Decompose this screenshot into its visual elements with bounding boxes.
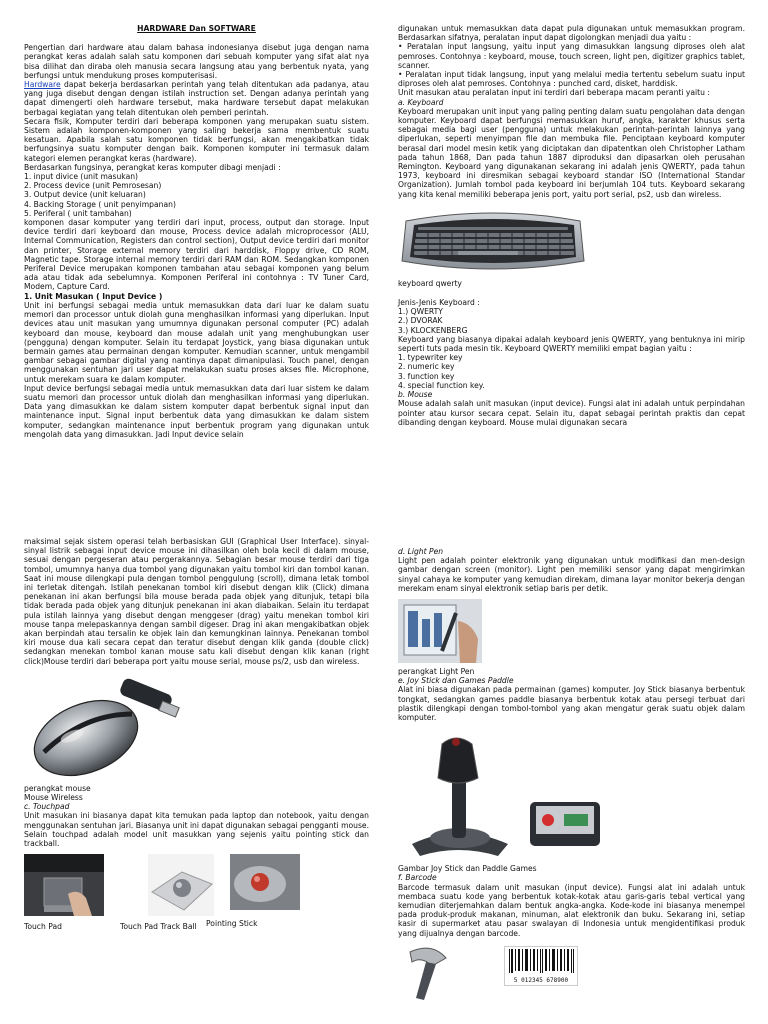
input-unit-paragraph: Unit ini berfungsi sebagai media untuk memasukkan data dari luar ke dalam suatu memori dan processor untuk diolah guna menghasilkan informasi yang diperlukan. Input devices atau unit masukan yang umumnya digunakan personal computer (PC) adalah keyboard dan mouse, keyboard dan mouse adalah unit yang menghubungkan user (pengguna) dengan komputer. Selain itu terdapat Joystick, yang biasa digunakan untuk bermain games atau permainan dengan komputer. Kemudian scanner, untuk mengambil gambar sebagai gambar digital yang nantinya dapat dimanipulasi. Touch panel, dengan menggunakan sentuhan jari user dapat melakukan suatu proses akses file. Microphone, untuk merekam suara ke dalam komputer.	[24, 300, 369, 384]
subheading-joystick: e. Joy Stick dan Games Paddle	[398, 676, 514, 686]
system-paragraph: Secara fisik, Komputer terdiri dari beberapa komponen yang merupakan suatu sistem. Sistem adalah komponen-komponen yang saling bekerja sama membentuk suatu kesatuan. Apabila salah satu komponen tidak berfungsi, akan mengakibatkan tidak berfungsinya suatu komputer dengan baik. Komponen komputer ini termasuk dalam kategori elemen perangkat keras (hardware).	[24, 116, 369, 163]
joystick-caption: Gambar Joy Stick dan Paddle Games	[398, 864, 537, 874]
pointing-stick-caption: Pointing Stick	[206, 919, 258, 929]
device-list-item: 3. Output device (unit keluaran)	[24, 190, 146, 200]
peripheral-intro: Unit masukan atau peralatan input ini terdiri dari beberapa macam peranti yaitu :	[398, 88, 710, 98]
function-intro: Berdasarkan fungsinya, perangkat keras komputer dibagi menjadi :	[24, 162, 281, 172]
barcode-number: 5 012345 678900	[513, 977, 569, 985]
barcode-scanner-icon	[402, 944, 458, 1002]
mouse-icon	[24, 674, 194, 780]
games-paddle-icon	[530, 802, 600, 846]
barcode-images-row	[398, 944, 745, 1000]
keyboard-image	[398, 207, 745, 275]
qwerty-part-item: 2. numeric key	[398, 362, 455, 372]
joystick-paragraph: Alat ini biasa digunakan pada permainan (games) komputer. Joy Stick biasanya berbentuk tongkat, sedangkan games paddle biasanya berbentuk kotak atau persegi terbuat dari plastik dilengkapi dengan tombol-tombol yang akan mengatur gerak suatu objek dalam komputer.	[398, 685, 745, 723]
trackball-caption: Touch Pad Track Ball	[120, 922, 197, 932]
keyboard-type-item: 3.) KLOCKENBERG	[398, 325, 468, 335]
device-list-item: 2. Process device (unit Pemrosesan)	[24, 181, 162, 191]
light-pen-icon	[398, 599, 482, 663]
hardware-link[interactable]: Hardware	[24, 80, 61, 90]
keyboard-paragraph: Keyboard merupakan unit input yang paling penting dalam suatu pengolahan data dengan komputer. Keyboard dapat berfungsi memasukkan huruf, angka, karakter khusus serta sebagai media bagi user (pengguna) untuk melakukan perintah-perintah lainnya yang diperlukan, seperti menyimpan file dan membuka file. Penciptaan keyboard komputer berasal dari model mesin ketik yang diciptakan dan dipatentkan oleh Christopher Latham pada tahun 1868, Dan pada tahun 1887 diproduksi dan dipasarkan oleh perusahan Remington. Keyboard yang digunakanan sekarang ini adalah jenis QWERTY, pada tahun 1973, keyboard ini diresmikan sebagai keyboard standar ISO (International Standar Organization). Jumlah tombol pada keyboard ini berjumlah 104 tuts. Keyboard sekarang yang kita kenal memiliki beberapa jenis port, yaitu port serial, ps2, usb dan wireless.	[398, 106, 745, 199]
touchpad-captions-row	[24, 919, 369, 942]
mouse-caption: perangkat mouse	[24, 783, 91, 793]
column-1	[24, 24, 369, 439]
barcode-paragraph: Barcode termasuk dalam unit masukan (input device). Fungsi alat ini adalah untuk membaca suatu kode yang berbentuk kotak-kotak atau garis-garis tebal vertical yang kemudian diterjemahkan dalam bentuk angka-angka. Kode-kode ini biasanya menempel pada produk-produk makanan, minuman, alat elektronik dan buku. Sekarang ini, setiap kasir di supermarket atau pasar swalayan di Indonesia untuk mengidentifikasi produk yang dijualnya dengan barcode.	[398, 882, 745, 938]
touchpad-paragraph: Unit masukan ini biasanya dapat kita temukan pada laptop dan notebook, yaitu dengan menggunakan sentuhan jari. Biasanya unit ini dapat digunakan sebagai pengganti mouse. Selain touchpad adalah model unit masukkan yang sejenis yaitu pointing stick dan trackball.	[24, 811, 369, 849]
qwerty-paragraph: Keyboard yang biasanya dipakai adalah keyboard jenis QWERTY, yang bentuknya ini mirip seperti tuts pada mesin tik. Keyboard QWERTY memiliki empat bagian yaitu :	[398, 334, 745, 354]
barcode-label	[504, 946, 578, 986]
light-pen-caption: perangkat Light Pen	[398, 667, 475, 677]
device-list-item: 4. Backing Storage ( unit penyimpanan)	[24, 199, 176, 209]
joystick-image	[398, 732, 745, 860]
qwerty-part-item: 4. special function key.	[398, 380, 485, 390]
device-list-item: 1. input divice (unit masukan)	[24, 172, 139, 182]
input-device-paragraph: Input device berfungsi sebagai media untuk memasukkan data dari luar sistem ke dalam suatu memori dan processor untuk diolah dan menghasilkan informasi yang diperlukan. Data yang dimasukkan ke dalam sistem komputer dapat berbentuk signal input dan maintenance input. Signal input berbentuk data yang dimasukkan ke dalam sistem komputer, sedangkan maintenance input berbentuk program yang digunakan untuk mengolah data yang dimasukkan. Jadi Input device selain	[24, 383, 369, 439]
keyboard-caption: keyboard qwerty	[398, 278, 462, 288]
hardware-paragraph-text: dapat bekerja berdasarkan perintah yang telah ditentukan ada padanya, atau yang juga disebut dengan dengan istilah instruction set. Dengan adanya perintah yang dapat dimengerti oleh hardware tersebut, maka hardware tersebut dapat melakukan berbagai kegiatan yang telah ditentukan oleh pemberi perintah.	[24, 80, 369, 117]
device-list-item: 5. Periferal ( unit tambahan)	[24, 208, 132, 218]
subheading-keyboard: a. Keyboard	[398, 97, 444, 107]
keyboard-icon	[398, 207, 588, 275]
keyboard-type-item: 2.) DVORAK	[398, 316, 443, 326]
subheading-mouse: b. Mouse	[398, 390, 433, 400]
subheading-barcode: f. Barcode	[398, 873, 437, 883]
pointing-stick-icon	[230, 854, 300, 910]
joystick-icon	[398, 732, 608, 860]
wireless-mouse-caption: Mouse Wireless	[24, 793, 83, 803]
section-heading-input-device: 1. Unit Masukan ( Input Device )	[24, 291, 163, 301]
intro-paragraph: Pengertian dari hardware atau dalam bahasa indonesianya disebut juga dengan nama perangkat keras adalah salah satu komponen dari sebuah komputer yang sifat alat nya bisa dilihat dan diraba oleh manusia secara langsung atau yang berbentuk nyata, yang berfungsi untuk mendukung proses komputerisasi.	[24, 43, 369, 80]
column-2	[398, 24, 745, 427]
page-title: HARDWARE Dan SOFTWARE	[137, 24, 256, 33]
touchpad-caption: Touch Pad	[24, 922, 62, 932]
trackball-icon	[148, 854, 214, 916]
qwerty-part-item: 1. typewriter key	[398, 353, 463, 363]
touchpad-icon	[24, 854, 104, 916]
keyboard-types-heading: Jenis-Jenis Keyboard :	[398, 298, 480, 308]
subheading-light-pen: d. Light Pen	[398, 547, 444, 556]
touchpad-images-row	[24, 854, 369, 918]
barcode-bars-icon	[505, 947, 577, 975]
subheading-touchpad: c. Touchpad	[24, 802, 70, 812]
hardware-paragraph	[24, 80, 369, 117]
input-program-paragraph: digunakan untuk memasukkan data dapat pula digunakan untuk memasukkan program. Berdasarkan sifatnya, peralatan input dapat digolongkan menjadi dua yaitu :	[398, 24, 745, 43]
mouse-detail-paragraph: maksimal sejak sistem operasi telah berbasiskan GUI (Graphical User Interface). sinyal-sinyal listrik sebagai input device mouse ini dihasilkan oleh bola kecil di dalam mouse, sesuai dengan pergeseran atau pergerakannya. Sebagian besar mouse terdiri dari tiga tombol, umumnya hanya dua tombol yang digunakan yaitu tombol kiri dan tombol kanan. Saat ini mouse dilengkapi pula dengan tombol penggulung (scroll), dimana letak tombol ini terletak ditengah. Istilah penekanan tombol kiri disebut dengan klik (Click) dimana penekanan ini akan berfungsi bila mouse berada pada objek yang ditunjuk, tetapi bila tidak berada pada objek yang ditunjuk penekanan ini akan diabaikan. Selain itu terdapat pula istilah lainnya yang disebut dengan menggeser (drag) yaitu menekan tombol kiri mouse tanpa melepaskannya dengan sambil digeser. Drag ini akan mengakibatkan objek akan berpindah atau tersalin ke objek lain dan kemungkinan lainnya. Penekanan tombol kiri mouse dua kali secara cepat dan teratur disebut dengan klik ganda (double click) sedangkan menekan tombol kanan mouse satu kali disebut dengan klik kanan (right click)Mouse terdiri dari beberapa port yaitu mouse serial, mouse ps/2, usb dan wireless.	[24, 537, 369, 666]
wireless-mouse-image	[24, 674, 369, 780]
column-4	[398, 547, 745, 1004]
keyboard-type-item: 1.) QWERTY	[398, 307, 443, 317]
column-3	[24, 537, 369, 942]
light-pen-paragraph: Light pen adalah pointer elektronik yang digunakan untuk modifikasi dan men-design gambar dengan screen (monitor). Light pen memiliki sensor yang dapat mengirimkan sinyal cahaya ke komputer yang kemudian direkam, dimana layar monitor bekerja dengan merekam enam sinyal elektronik setiap baris per detik.	[398, 556, 745, 593]
qwerty-part-item: 3. function key	[398, 371, 455, 381]
direct-input-bullet: • Peratalan input langsung, yaitu input yang dimasukkan langsung diproses oleh alat pemroses. Contohnya : keyboard, mouse, touch screen, light pen, digitizer graphics tablet, scanner.	[398, 42, 745, 70]
indirect-input-bullet: • Peralatan input tidak langsung, input yang melalui media tertentu sebelum suatu input diproses oleh alat pemroses. Contohnya : punched card, disket, harddisk.	[398, 70, 745, 89]
mouse-paragraph: Mouse adalah salah unit masukan (input device). Fungsi alat ini adalah untuk perpindahan pointer atau kursor secara cepat. Selain itu, dapat sebagai perintah praktis dan cepat dibanding dengan keyboard. Mouse mulai digunakan secara	[398, 399, 745, 427]
components-paragraph: komponen dasar komputer yang terdiri dari input, process, output dan storage. Input device terdiri dari keyboard dan mouse, Process device adalah microprocessor (ALU, Internal Communication, Registers dan control section), Output device terdiri dari monitor dan printer, Storage external memory terdiri dari harddisk, Floppy drive, CD ROM, Magnetic tape. Storage internal memory terdiri dari RAM dan ROM. Sedangkan komponen Periferal Device merupakan komponen tambahan atau sebagai komponen yang belum ada atau tidak ada sebelumnya. Komponen Periferal ini contohnya : TV Tuner Card, Modem, Capture Card.	[24, 218, 369, 292]
light-pen-image	[398, 599, 745, 663]
